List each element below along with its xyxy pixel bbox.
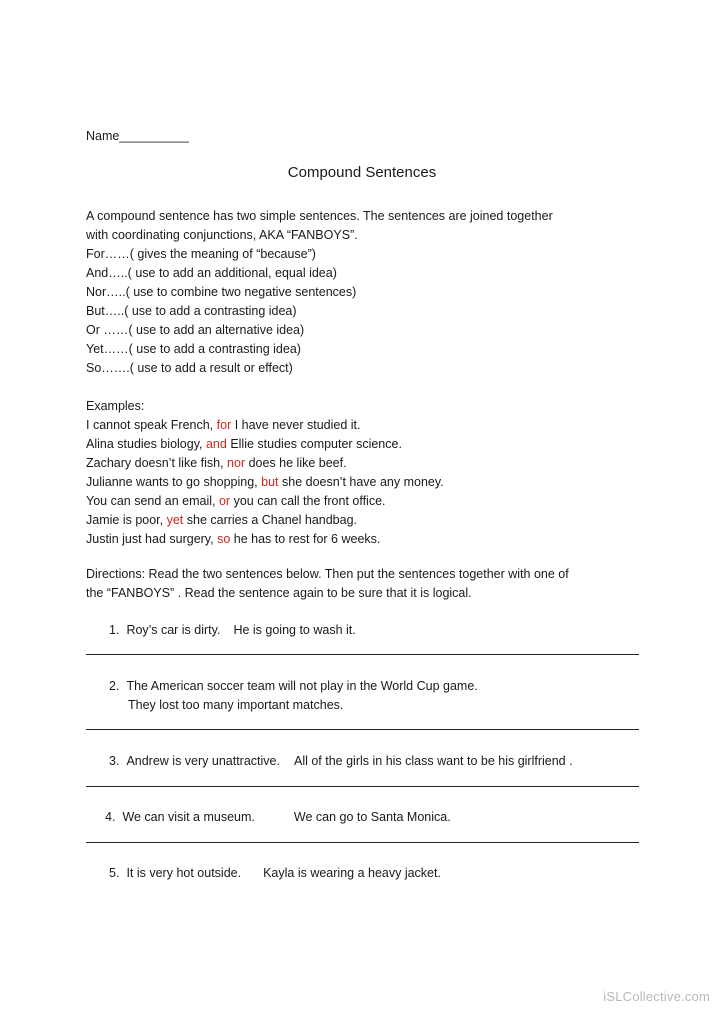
exercise-number: 4. bbox=[105, 810, 116, 824]
answer-line-4[interactable] bbox=[86, 842, 639, 843]
name-blank: __________ bbox=[119, 129, 189, 143]
example-sentence bbox=[86, 475, 444, 490]
example-part: I cannot speak French, bbox=[86, 418, 217, 432]
example-part: You can send an email, bbox=[86, 494, 219, 508]
exercise-4 bbox=[105, 810, 451, 825]
answer-line-3[interactable] bbox=[86, 786, 639, 787]
fanboys-and: And…..( use to add an additional, equal idea) bbox=[86, 266, 337, 280]
exercise-sentence-a: Andrew is very unattractive. bbox=[126, 754, 280, 768]
example-part: you can call the front office. bbox=[230, 494, 386, 508]
exercise-number: 5. bbox=[109, 866, 120, 880]
example-conjunction: for bbox=[216, 418, 232, 432]
example-conjunction: nor bbox=[227, 456, 246, 470]
fanboys-for: For……( gives the meaning of “because”) bbox=[86, 247, 316, 261]
example-part: Justin just had surgery, bbox=[86, 532, 218, 546]
example-part: Zachary doesn’t like fish, bbox=[86, 456, 228, 470]
example-part: Ellie studies computer science. bbox=[226, 437, 402, 451]
fanboys-nor: Nor…..( use to combine two negative sentences) bbox=[86, 285, 357, 299]
directions-line-2: the “FANBOYS” . Read the sentence again to be sure that it is logical. bbox=[86, 586, 472, 600]
exercise-sentence-a: The American soccer team will not play in the World Cup game. bbox=[126, 679, 478, 693]
exercise-sentence-b: All of the girls in his class want to be his girlfriend . bbox=[293, 754, 573, 768]
exercise-sentence-a: We can visit a museum. bbox=[122, 810, 255, 824]
exercise-3 bbox=[109, 754, 573, 769]
example-conjunction: but bbox=[261, 475, 279, 489]
example-sentence bbox=[86, 456, 347, 471]
fanboys-but: But…..( use to add a contrasting idea) bbox=[86, 304, 297, 318]
examples-label: Examples: bbox=[86, 399, 145, 413]
example-conjunction: or bbox=[218, 494, 231, 508]
exercise-2 bbox=[109, 679, 478, 694]
example-part: she carries a Chanel handbag. bbox=[183, 513, 358, 527]
example-part: I have never studied it. bbox=[231, 418, 361, 432]
watermark-footer: iSLCollective.com bbox=[603, 989, 710, 1004]
intro-line-1: A compound sentence has two simple sentences. The sentences are joined together bbox=[86, 209, 553, 223]
example-part: Jamie is poor, bbox=[86, 513, 167, 527]
example-part: she doesn’t have any money. bbox=[278, 475, 444, 489]
answer-line-1[interactable] bbox=[86, 654, 639, 655]
exercise-sentence-b: They lost too many important matches. bbox=[128, 698, 344, 712]
example-sentence bbox=[86, 418, 360, 433]
exercise-sentence-b: He is going to wash it. bbox=[233, 623, 356, 637]
exercise-2-line-2 bbox=[128, 698, 343, 713]
example-part: Alina studies biology, bbox=[86, 437, 206, 451]
intro-line-2: with coordinating conjunctions, AKA “FANBOYS”. bbox=[86, 228, 358, 242]
fanboys-yet: Yet……( use to add a contrasting idea) bbox=[86, 342, 301, 356]
exercise-1 bbox=[109, 623, 356, 638]
example-conjunction: and bbox=[205, 437, 227, 451]
exercise-sentence-b: We can go to Santa Monica. bbox=[293, 810, 451, 824]
answer-line-2[interactable] bbox=[86, 729, 639, 730]
example-conjunction: so bbox=[217, 532, 231, 546]
exercise-number: 2. bbox=[109, 679, 120, 693]
page-title: Compound Sentences bbox=[287, 164, 437, 181]
exercise-sentence-a: It is very hot outside. bbox=[126, 866, 242, 880]
example-conjunction: yet bbox=[166, 513, 184, 527]
example-sentence bbox=[86, 532, 380, 547]
example-sentence bbox=[86, 437, 402, 452]
example-sentence bbox=[86, 494, 386, 509]
exercise-sentence-b: Kayla is wearing a heavy jacket. bbox=[263, 866, 441, 880]
exercise-5 bbox=[109, 866, 441, 881]
directions-line-1: Directions: Read the two sentences below. Then put the sentences together with one of bbox=[86, 567, 569, 581]
exercise-sentence-a: Roy’s car is dirty. bbox=[126, 623, 221, 637]
exercise-number: 1. bbox=[109, 623, 120, 637]
example-sentence bbox=[86, 513, 357, 528]
fanboys-or: Or ……( use to add an alternative idea) bbox=[86, 323, 305, 337]
example-part: he has to rest for 6 weeks. bbox=[230, 532, 381, 546]
exercise-number: 3. bbox=[109, 754, 120, 768]
example-part: does he like beef. bbox=[245, 456, 347, 470]
example-part: Julianne wants to go shopping, bbox=[86, 475, 262, 489]
fanboys-so: So…….( use to add a result or effect) bbox=[86, 361, 293, 375]
name-field bbox=[86, 129, 189, 144]
name-label: Name bbox=[86, 129, 120, 143]
